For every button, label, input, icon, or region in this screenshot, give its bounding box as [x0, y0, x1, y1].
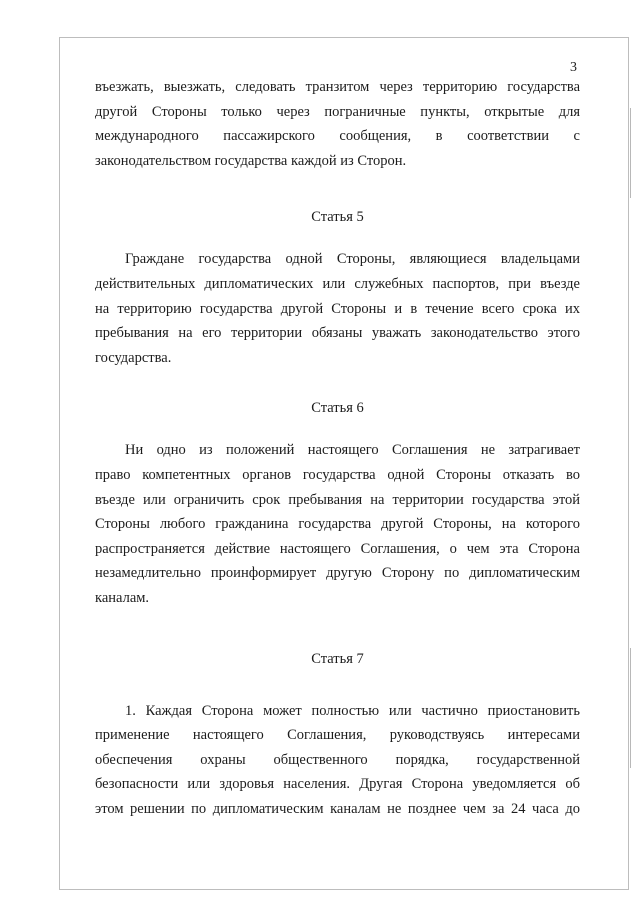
paragraph-line: распространяется действие настоящего Соглашения, о чем эта Сторона [95, 540, 580, 557]
paragraph-line: 1. Каждая Сторона может полностью или частично приостановить [125, 702, 580, 719]
paragraph-line: этом решении по дипломатическим каналам не позднее чем за 24 часа до [95, 800, 580, 817]
paragraph-line: въезжать, выезжать, следовать транзитом через территорию государства [95, 79, 580, 95]
paragraph-line: международного пассажирского сообщения, в соответствии с [95, 128, 580, 145]
article-6-heading: Статья 6 [311, 400, 364, 417]
paragraph-line: государства. [95, 349, 172, 366]
paragraph-line: другой Стороны только через пограничные пункты, открытые для [95, 103, 580, 120]
article-5-heading: Статья 5 [311, 209, 364, 226]
page-number: 3 [570, 60, 577, 75]
paragraph-line: Ни одно из положений настоящего Соглашения не затрагивает [125, 442, 580, 459]
intro-paragraph [95, 75, 580, 173]
paragraph-line: применение настоящего Соглашения, руководствуясь интересами [95, 727, 580, 744]
paragraph-line: на территорию государства другой Стороны и в течение всего срока их [95, 300, 580, 317]
paragraph-line: каналам. [95, 589, 150, 606]
scan-edge-mark [630, 108, 631, 198]
paragraph-line: действительных дипломатических или служебных паспортов, при въезде [95, 275, 580, 292]
paragraph-line: право компетентных органов государства одной Стороны отказать во [95, 466, 580, 483]
article-7-heading: Статья 7 [311, 650, 364, 667]
paragraph-line: Стороны любого гражданина государства другой Стороны, на которого [95, 516, 580, 533]
scan-edge-mark [630, 648, 631, 768]
paragraph-line: пребывания на его территории обязаны уважать законодательство этого [95, 325, 580, 342]
article-6-paragraph [95, 438, 580, 610]
article-7-paragraph [95, 699, 580, 822]
paragraph-line: безопасности или здоровья населения. Другая Сторона уведомляется об [95, 776, 580, 793]
paragraph-line: обеспечения охраны общественного порядка, государственной [95, 751, 580, 768]
paragraph-line: въезде или ограничить срок пребывания на территории государства этой [95, 491, 580, 508]
paragraph-line: Граждане государства одной Стороны, являющиеся владельцами [125, 251, 580, 268]
paragraph-line: законодательством государства каждой из Сторон. [95, 152, 407, 169]
article-5-paragraph [95, 247, 580, 370]
paragraph-line: незамедлительно проинформирует другую Сторону по дипломатическим [95, 565, 580, 582]
document-body [95, 75, 580, 821]
